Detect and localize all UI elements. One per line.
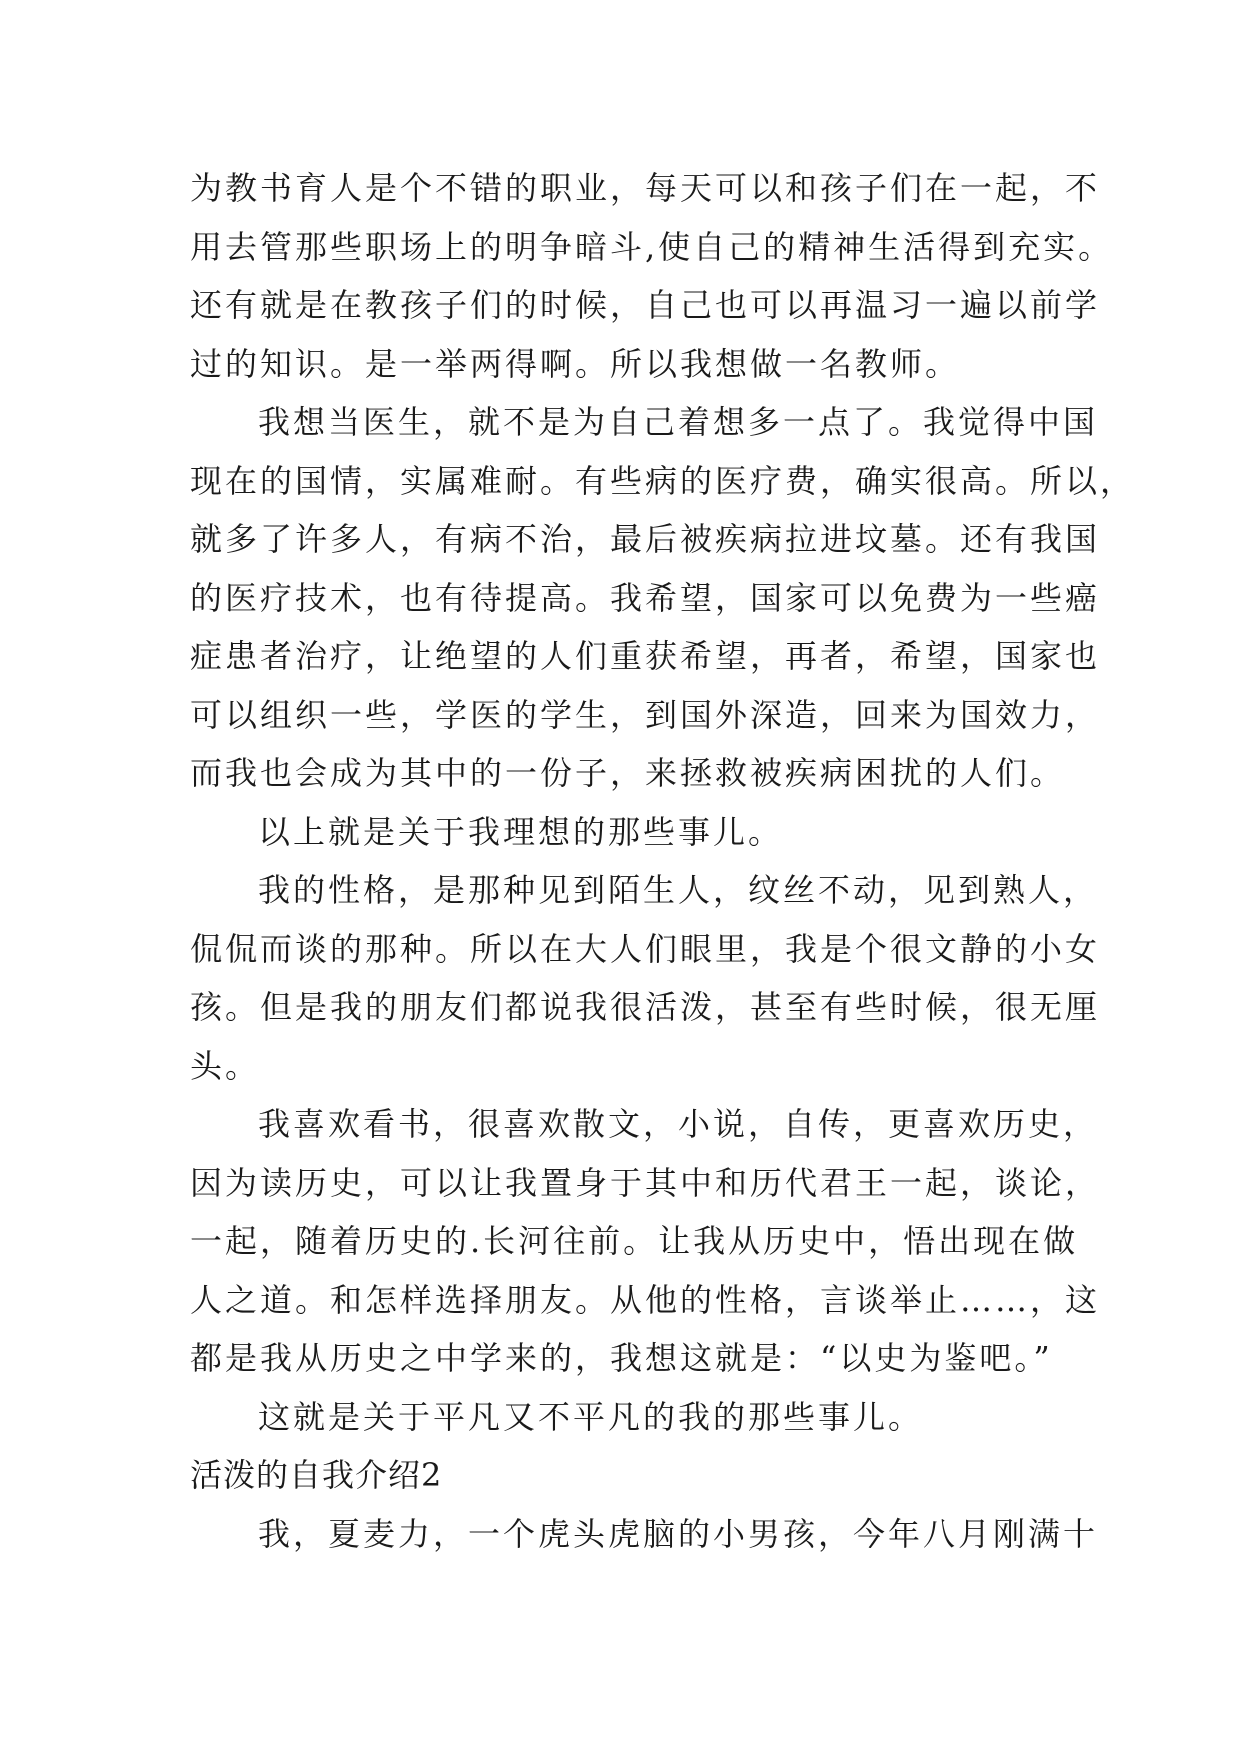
section-heading: 活泼的自我介绍2: [190, 1456, 443, 1494]
body-line: 过的知识。是一举两得啊。所以我想做一名教师。: [190, 344, 961, 383]
body-line: 可以组织一些，学医的学生，到国外深造，回来为国效力，: [190, 695, 1101, 734]
paragraph-first-line: 我，夏麦力，一个虎头虎脑的小男孩，今年八月刚满十: [258, 1514, 1099, 1553]
body-line: 用去管那些职场上的明争暗斗,使自己的精神生活得到充实。: [190, 227, 1114, 266]
body-line: 侃侃而谈的那种。所以在大人们眼里，我是个很文静的小女: [190, 929, 1101, 968]
body-line: 为教书育人是个不错的职业，每天可以和孩子们在一起，不: [190, 169, 1101, 207]
body-line: 现在的国情，实属难耐。有些病的医疗费，确实很高。所以，: [190, 461, 1136, 500]
document-body: [190, 159, 1136, 1563]
body-line: 就多了许多人，有病不治，最后被疾病拉进坟墓。还有我国: [190, 520, 1101, 558]
paragraph-first-line: 我想当医生，就不是为自己着想多一点了。我觉得中国: [258, 403, 1099, 441]
body-line: 而我也会成为其中的一份子，来拯救被疾病困扰的人们。: [190, 754, 1066, 792]
body-line: 的医疗技术，也有待提高。我希望，国家可以免费为一些癌: [190, 578, 1101, 617]
body-line: 一起，随着历史的.长河往前。让我从历史中，悟出现在做: [190, 1222, 1079, 1260]
body-line: 症患者治疗，让绝望的人们重获希望，再者，希望，国家也: [190, 637, 1101, 675]
paragraph-first-line: 这就是关于平凡又不平凡的我的那些事儿。: [258, 1397, 924, 1436]
paragraph-first-line: 我的性格，是那种见到陌生人，纹丝不动，见到熟人，: [258, 871, 1099, 909]
body-line: 头。: [190, 1046, 261, 1085]
paragraph-first-line: 我喜欢看书，很喜欢散文，小说，自传，更喜欢历史，: [258, 1105, 1099, 1143]
paragraph-first-line: 以上就是关于我理想的那些事儿。: [258, 812, 784, 851]
body-line: 因为读历史，可以让我置身于其中和历代君王一起，谈论，: [190, 1163, 1101, 1202]
body-line: 人之道。和怎样选择朋友。从他的性格，言谈举止……，这: [190, 1280, 1101, 1319]
body-line: 孩。但是我的朋友们都说我很活泼，甚至有些时候，很无厘: [190, 988, 1101, 1026]
body-line: 都是我从历史之中学来的，我想这就是：“以史为鉴吧。”: [190, 1339, 1053, 1377]
body-line: 还有就是在教孩子们的时候，自己也可以再温习一遍以前学: [190, 286, 1101, 324]
